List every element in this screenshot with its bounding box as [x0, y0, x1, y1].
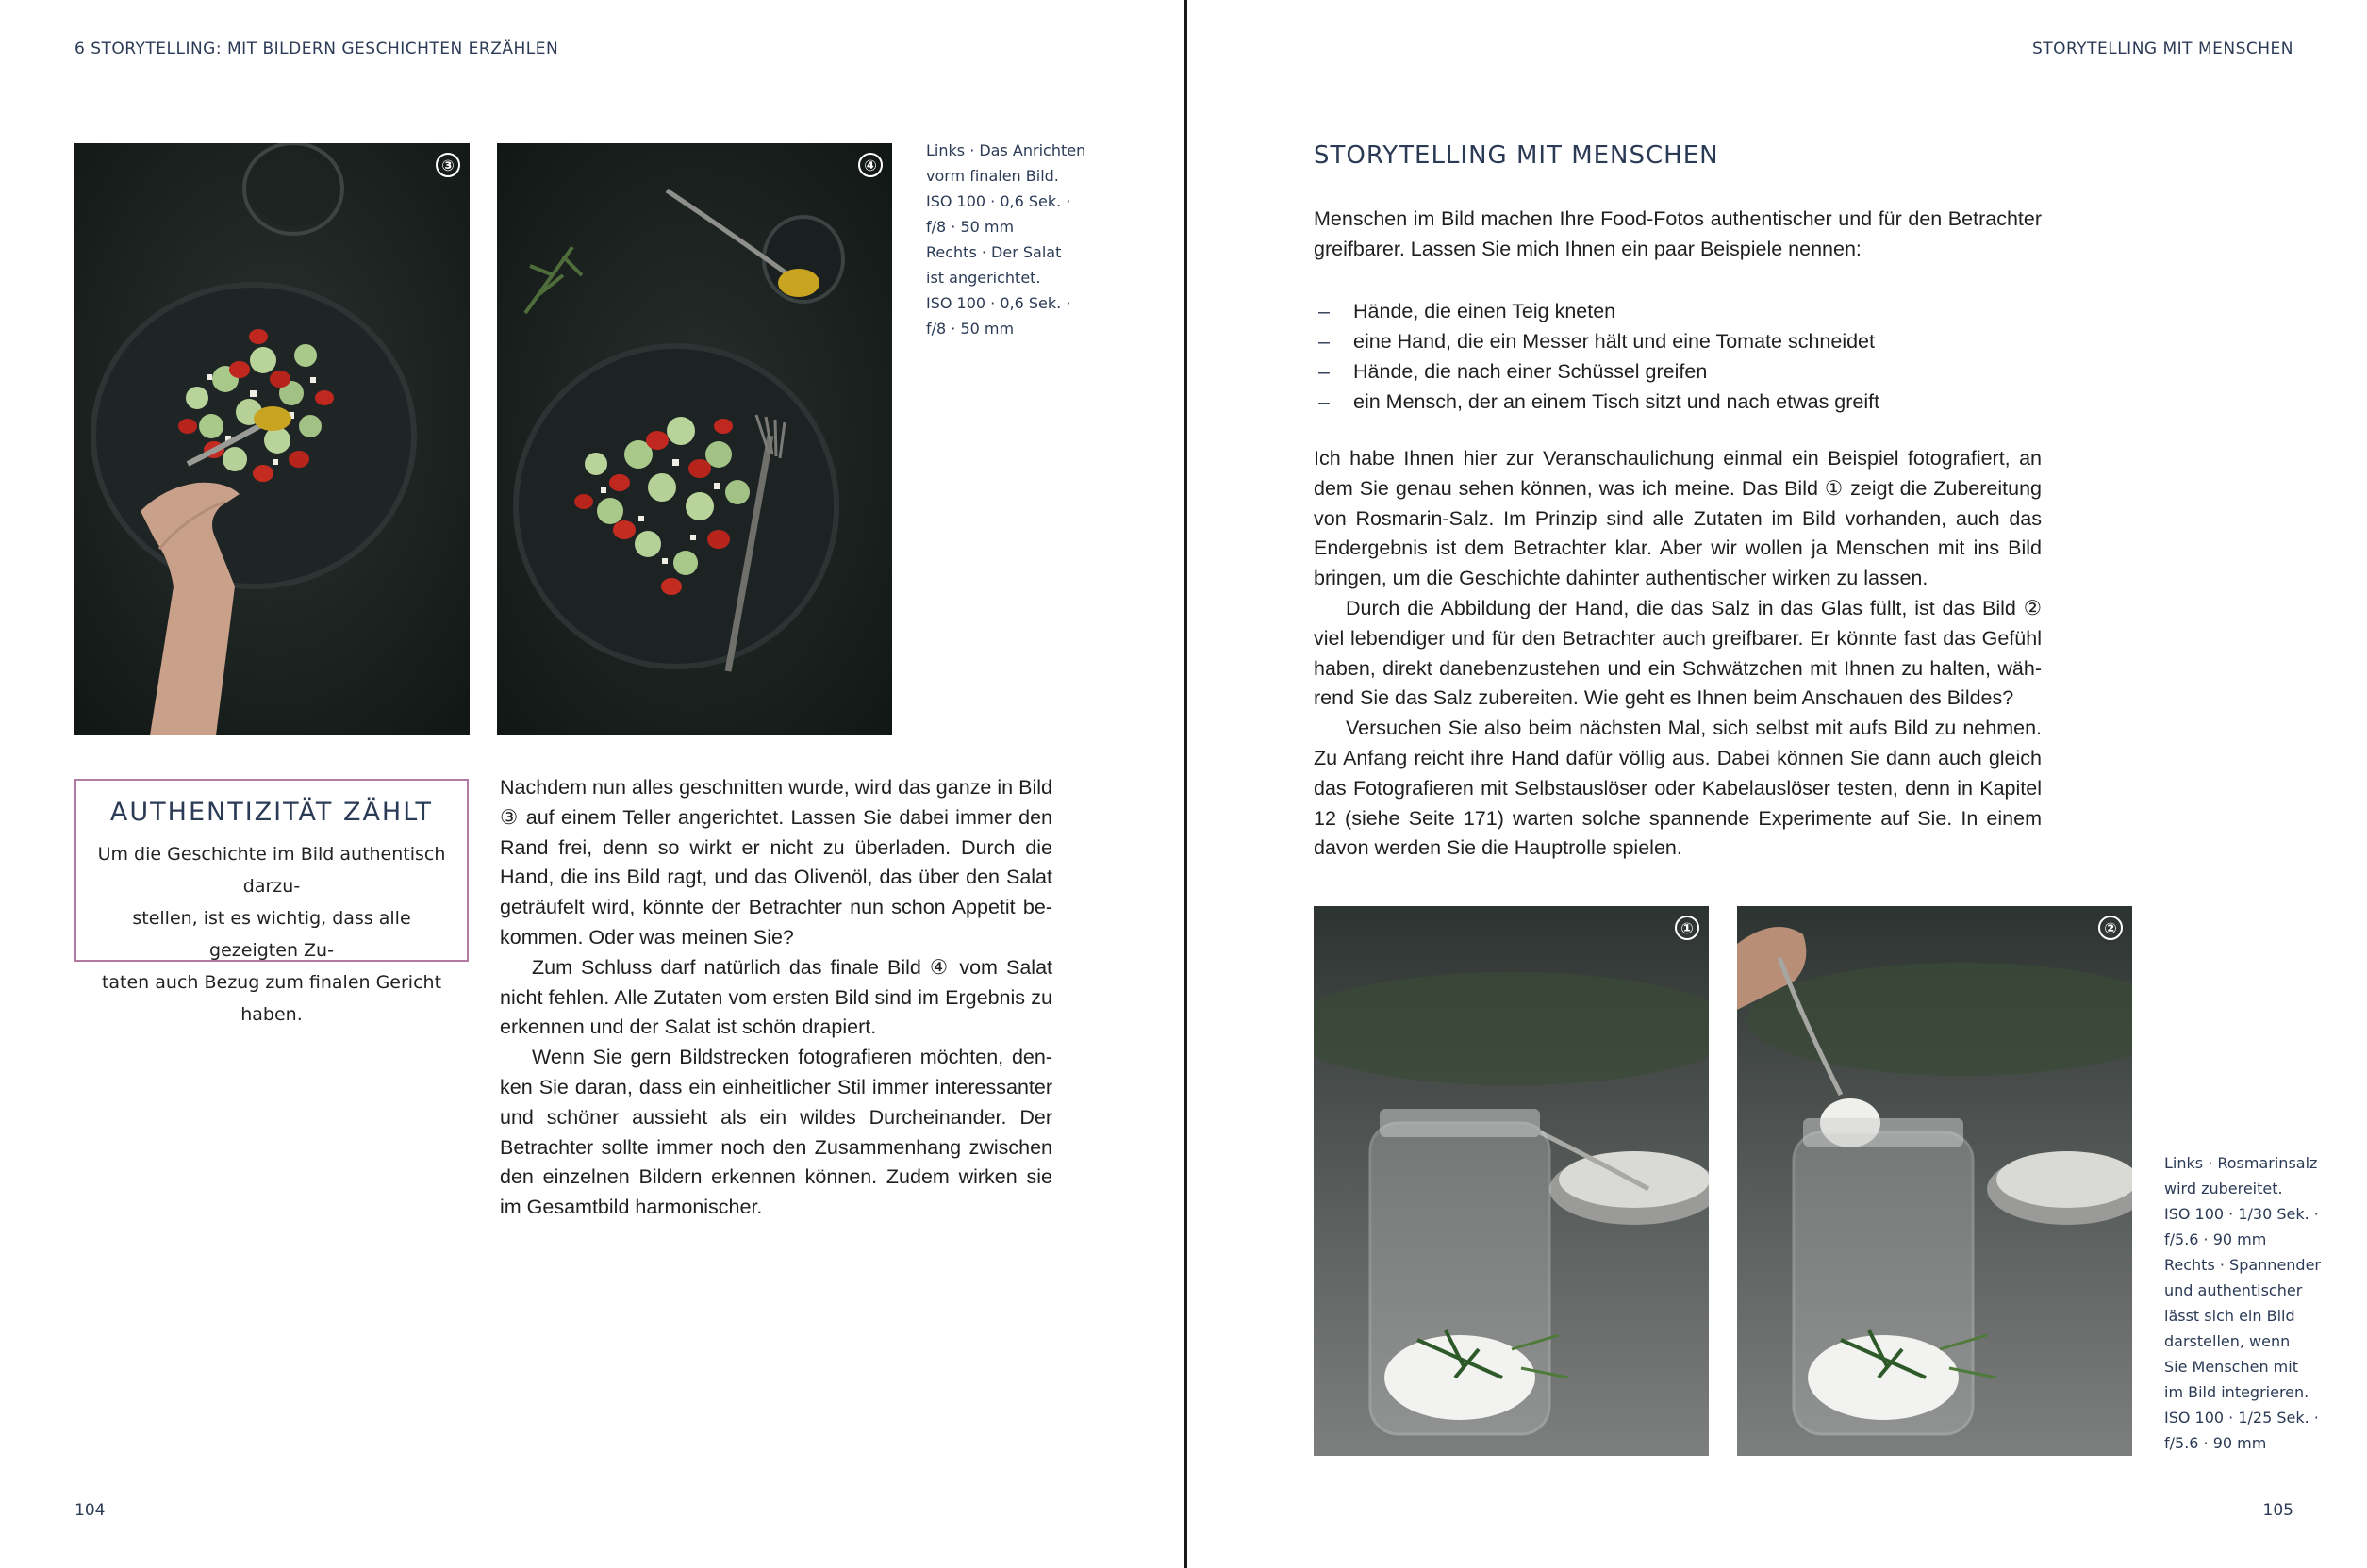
photo-salad-final-image — [497, 143, 892, 735]
caption-line: vorm finalen Bild. — [926, 167, 1059, 185]
body-paragraph: Wenn Sie gern Bildstrecken fotografieren möchten, denken Sie daran, dass ein einheitlicher Stil immer interessanter und schöner aussieht als ein wildes Durcheinander. Der Betrachter sollte immer noch den Zusammenhang zwischen den einzelnen Bildern erkennen können. Zudem wirken sie im Gesamtbild harmonischer. — [500, 1046, 1052, 1219]
list-item-text: Hände, die nach einer Schüssel greifen — [1353, 360, 1708, 383]
running-head-left: 6 STORYTELLING: MIT BILDERN GESCHICHTEN ERZÄHLEN — [74, 40, 559, 58]
list-item-text: eine Hand, die ein Messer hält und eine Tomate schneidet — [1353, 330, 1875, 353]
caption-line: ISO 100 · 0,6 Sek. · — [926, 294, 1071, 312]
body-paragraph: Durch die Abbildung der Hand, die das Salz in das Glas füllt, ist das Bild ② viel lebendiger und für den Betrachter auch greifbarer. Er könnte fast das Gefühl haben, direkt danebenzustehen und ein Schwätzchen mit Ihnen zu halten, während Sie das Salz zubereiten. Wie geht es Ihnen beim Anschauen des Bildes? — [1314, 596, 2042, 710]
caption-line: ist angerichtet. — [926, 269, 1041, 287]
section-heading: STORYTELLING MIT MENSCHEN — [1314, 141, 1719, 170]
photo-number-badge: ③ — [436, 153, 460, 177]
caption-line: und authentischer — [2164, 1281, 2303, 1299]
list-item — [1318, 296, 1879, 326]
intro-paragraph: Menschen im Bild machen Ihre Food-Fotos authentischer und für den Betrachter greifbarer. Lassen Sie mich Ihnen ein paar Beispiele nennen: — [1314, 207, 2042, 260]
photo-hand-spooning-salt — [1737, 906, 2132, 1456]
caption-line: wird zubereitet. — [2164, 1180, 2283, 1197]
running-head-right: STORYTELLING MIT MENSCHEN — [2031, 40, 2293, 58]
right-photo-caption — [2164, 1150, 2362, 1456]
photo-salad-plating — [74, 143, 470, 735]
caption-line: ISO 100 · 1/30 Sek. · — [2164, 1205, 2319, 1223]
body-paragraph: Ich habe Ihnen hier zur Veranschaulichung einmal ein Beispiel fotografiert, an dem Sie genau sehen können, was ich meine. Das Bild ① zeigt die Zubereitung von Rosmarin-Salz. Im Prinzip sind alle Zutaten im Bild vorhanden, auch das Endergebnis ist dem Betrachter klar. Aber wir wollen ja Menschen mit ins Bild bringen, um die Geschichte dahinter authentischer wirken zu lassen. — [1314, 447, 2042, 590]
bullet-dash: – — [1318, 390, 1330, 413]
caption-line: f/8 · 50 mm — [926, 218, 1015, 236]
sidebar-title: AUTHENTIZITÄT ZÄHLT — [109, 798, 434, 827]
caption-line: Sie Menschen mit — [2164, 1358, 2298, 1376]
sidebar-box-authenticity — [74, 779, 469, 1025]
photo-salad-plating-image — [74, 143, 470, 735]
list-item-text: ein Mensch, der an einem Tisch sitzt und nach etwas greift — [1353, 390, 1880, 413]
photo-rosemary-salt-jar — [1314, 906, 1709, 1456]
caption-line: ISO 100 · 1/25 Sek. · — [2164, 1409, 2319, 1427]
photo-number-badge: ② — [2098, 916, 2123, 940]
example-list — [1318, 296, 1879, 417]
caption-line: Rechts · Der Salat — [926, 243, 1062, 261]
photo-hand-spooning-salt-image — [1737, 906, 2132, 1456]
body-paragraph: Nachdem nun alles geschnitten wurde, wird das ganze in Bild ③ auf einem Teller angerichtet. Lassen Sie dabei immer den Rand frei, denn so wirkt er nicht zu überladen. Durch die Hand, die ins Bild ragt, und das Olivenöl, das über den Salat geträufelt wird, könnte der Betrachter nun schon Appetit bekommen. Oder was meinen Sie? — [500, 776, 1052, 949]
list-item-text: Hände, die einen Teig kneten — [1353, 300, 1616, 322]
sidebar-line: stellen, ist es wichtig, dass alle gezeigten Zu- — [132, 908, 411, 961]
bullet-dash: – — [1318, 330, 1330, 353]
right-intro-text — [1314, 205, 2042, 265]
photo-salad-final — [497, 143, 892, 735]
right-body-text — [1314, 444, 2042, 864]
photo-number-badge: ① — [1675, 916, 1699, 940]
list-item — [1318, 387, 1879, 417]
left-body-text — [500, 773, 1052, 1223]
caption-line: Links · Das Anrichten — [926, 141, 1086, 159]
caption-line: im Bild integrieren. — [2164, 1383, 2309, 1401]
caption-line: lässt sich ein Bild — [2164, 1307, 2295, 1325]
sidebar-line: taten auch Bezug zum finalen Gericht haben. — [101, 972, 442, 1025]
caption-line: f/5.6 · 90 mm — [2164, 1230, 2267, 1248]
caption-line: darstellen, wenn — [2164, 1332, 2291, 1350]
body-paragraph: Versuchen Sie also beim nächsten Mal, sich selbst mit aufs Bild zu nehmen. Zu Anfang reicht ihre Hand dafür völlig aus. Dabei können Sie dann auch gleich das Fotografieren mit Selbstauslöser oder Kabelauslöser testen, denn in Kapitel 12 (siehe Seite 171) warten solche spannende Experimente auf Sie. In einem davon werden Sie die Hauptrolle spielen. — [1314, 717, 2042, 860]
caption-line: ISO 100 · 0,6 Sek. · — [926, 192, 1071, 210]
page-number-left: 104 — [74, 1501, 106, 1520]
photo-number-badge: ④ — [858, 153, 883, 177]
list-item — [1318, 356, 1879, 387]
caption-line: Links · Rosmarinsalz — [2164, 1154, 2318, 1172]
caption-line: f/5.6 · 90 mm — [2164, 1434, 2267, 1452]
photo-rosemary-salt-jar-image — [1314, 906, 1709, 1456]
sidebar-line: Um die Geschichte im Bild authentisch darzu- — [97, 844, 446, 897]
caption-line: Rechts · Spannender — [2164, 1256, 2322, 1274]
page-number-right: 105 — [2262, 1501, 2293, 1520]
sidebar-text — [90, 838, 454, 1031]
left-photo-caption — [926, 138, 1115, 341]
bullet-dash: – — [1318, 360, 1330, 383]
bullet-dash: – — [1318, 300, 1330, 322]
body-paragraph: Zum Schluss darf natürlich das finale Bild ④ vom Salat nicht fehlen. Alle Zutaten vom ersten Bild sind im Ergebnis zu erkennen und der Salat ist schön drapiert. — [500, 955, 1052, 1039]
list-item — [1318, 326, 1879, 356]
caption-line: f/8 · 50 mm — [926, 320, 1015, 338]
